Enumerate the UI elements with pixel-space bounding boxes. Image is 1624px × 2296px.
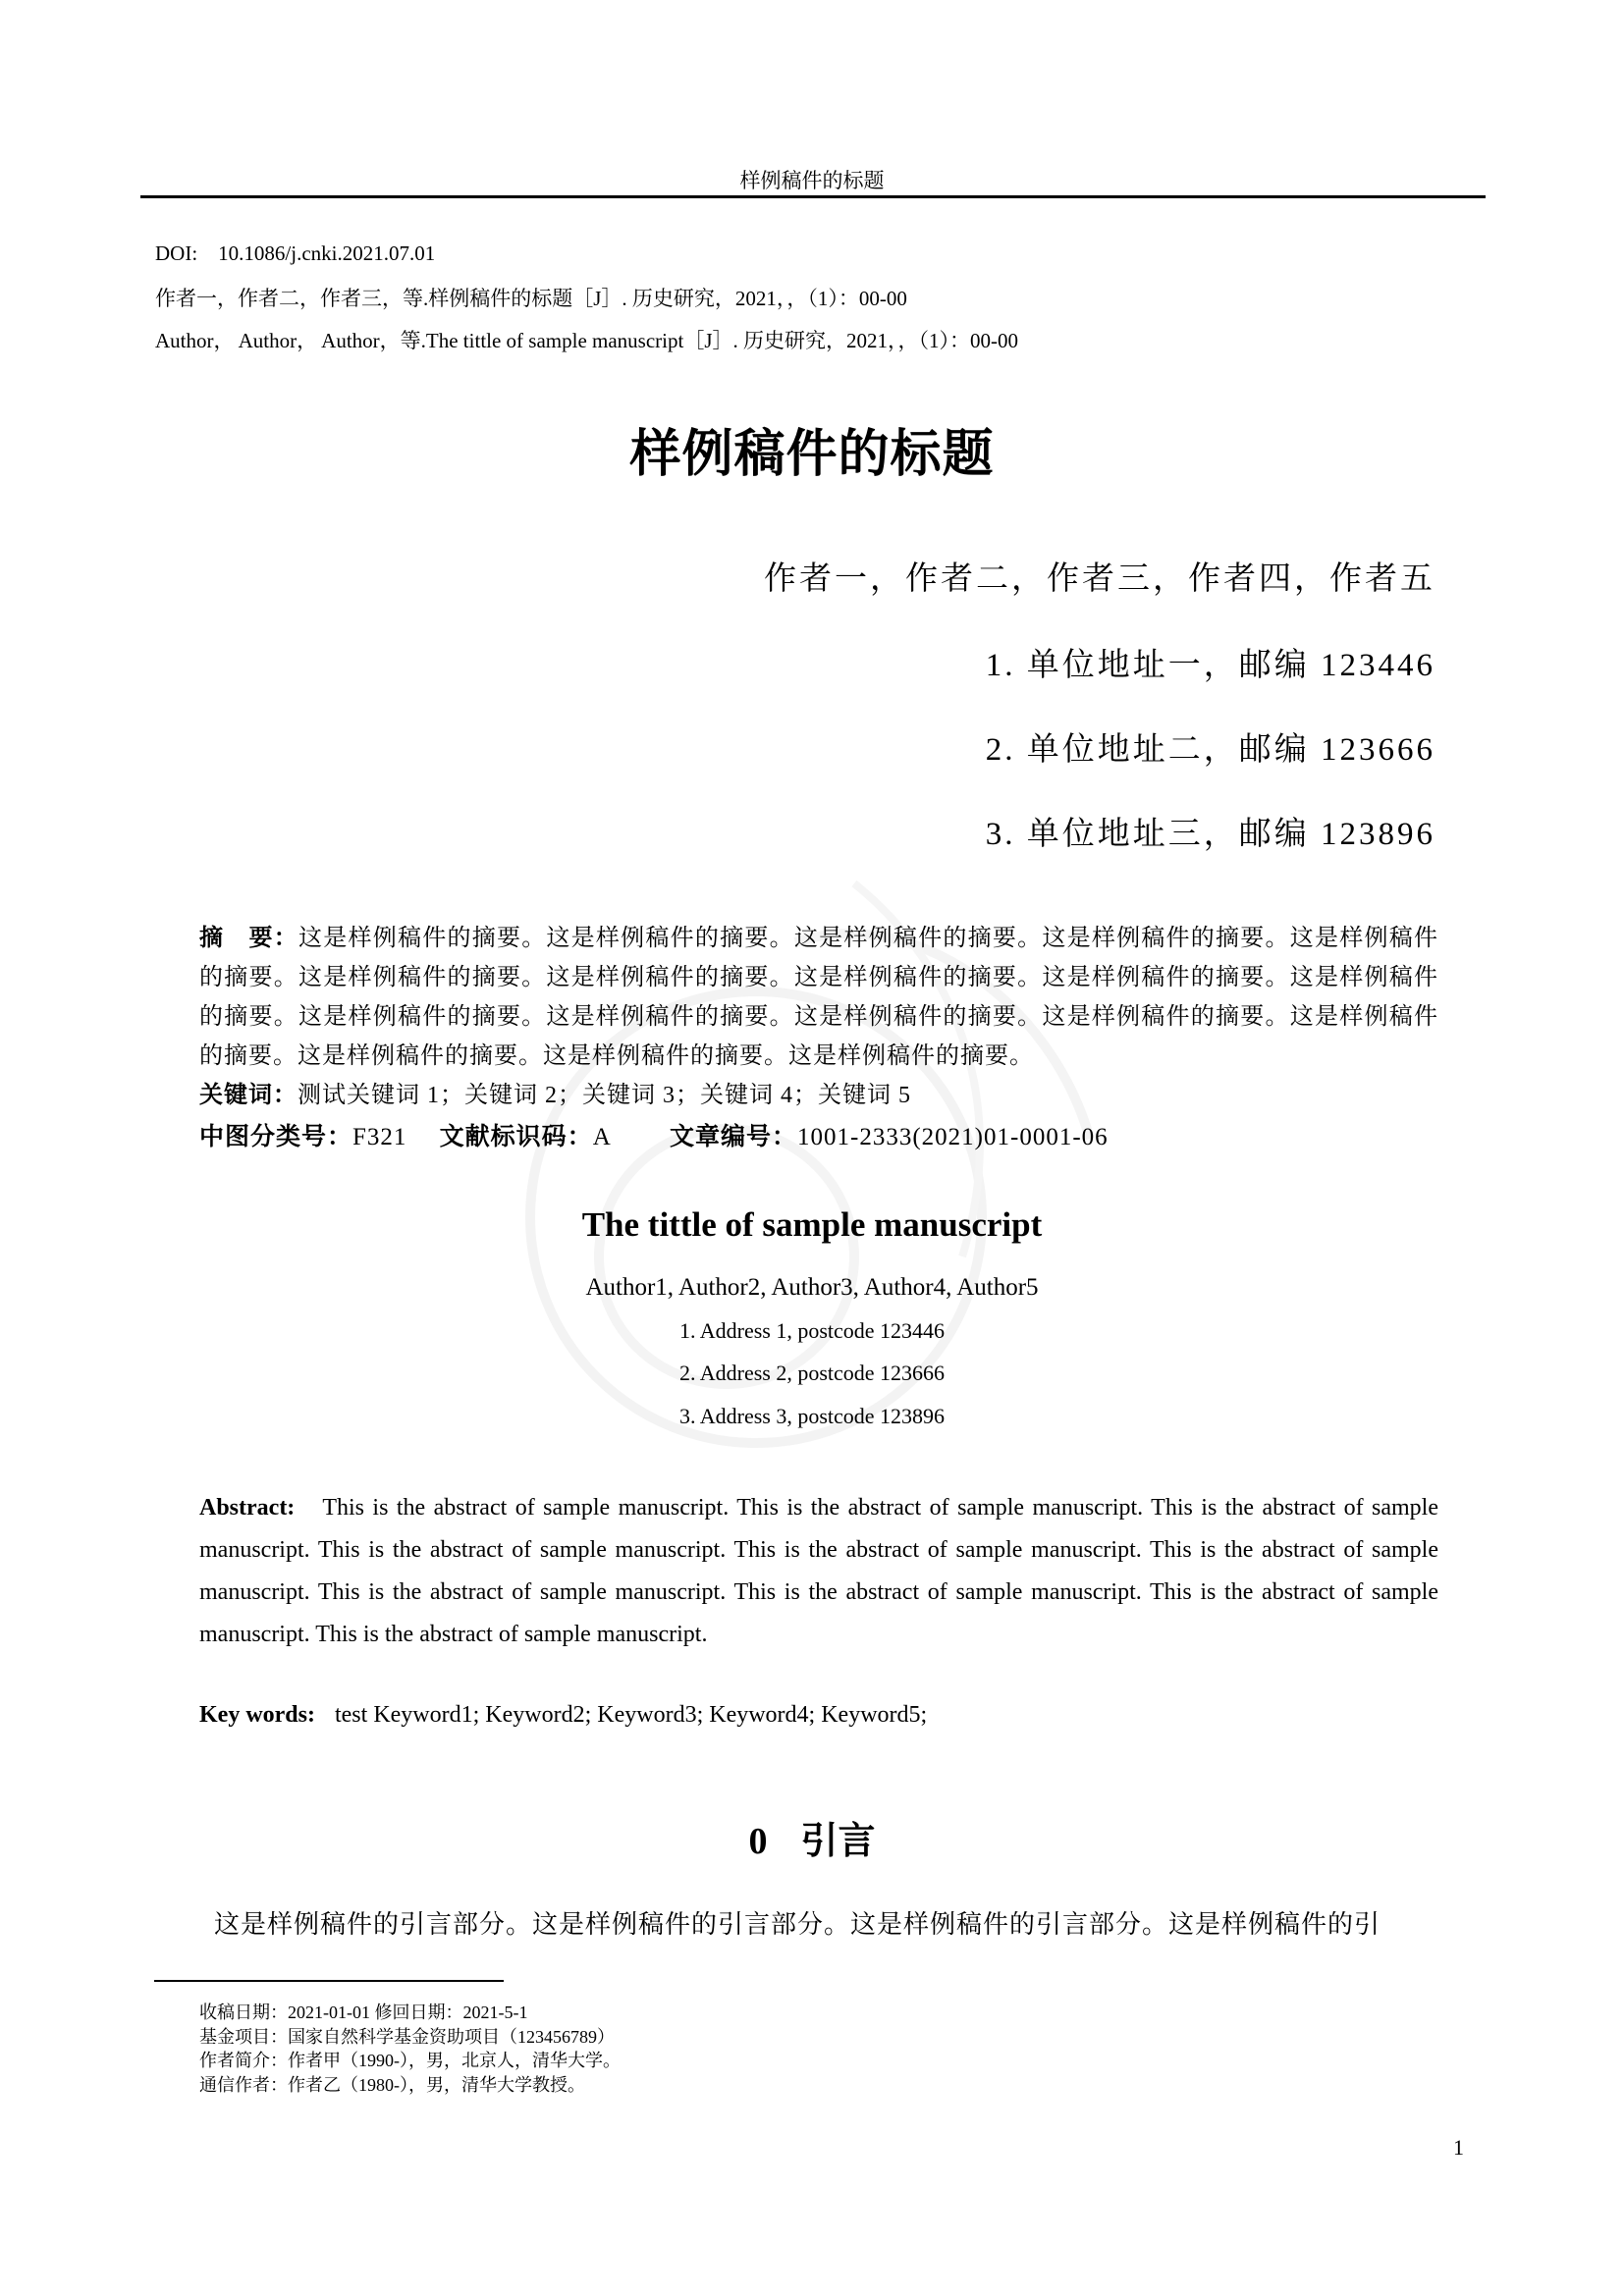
- en-abstract: [199, 1487, 1438, 1656]
- en-citation: Author， Author， Author，等.The tittle of sample manuscript［J］. 历史研究，2021，，（1）：00-00: [155, 329, 1019, 352]
- clc-value: F321: [352, 1124, 407, 1150]
- en-abstract-text: This is the abstract of sample manuscript. This is the abstract of sample manuscript. This is the abstract of sample manuscript. This is the abstract of sample manuscript. This is the abstract of sample manuscript. This is the abstract of sample manuscript. This is the abstract of sample manuscript. This is the abstract of sample manuscript. This is the abstract of sample manuscript. This is the abstract of sample manuscript.: [199, 1495, 1438, 1647]
- en-keywords-text: test Keyword1; Keyword2; Keyword3; Keyword4; Keyword5;: [334, 1702, 928, 1728]
- cn-author-list: 作者一，作者二，作者三，作者四，作者五: [764, 561, 1435, 597]
- section-body-text: 这是样例稿件的引言部分。这是样例稿件的引言部分。这是样例稿件的引言部分。这是样例稿件的引: [214, 1910, 1381, 1939]
- cn-citation: 作者一，作者二，作者三，等.样例稿件的标题［J］. 历史研究，2021，，（1）：00-00: [155, 287, 907, 310]
- doi-line: [155, 241, 435, 266]
- footnote-funding: 基金项目：国家自然科学基金资助项目（123456789）: [199, 2027, 615, 2047]
- cn-affiliation: 2. 单位地址二，邮编 123666: [985, 732, 1435, 768]
- header-rule: [140, 195, 1486, 198]
- footnote-author-bio: 作者简介：作者甲（1990-），男，北京人，清华大学。: [199, 2051, 621, 2070]
- en-author-list: Author1, Author2, Author3, Author4, Author5: [585, 1274, 1039, 1301]
- en-title: The tittle of sample manuscript: [581, 1205, 1043, 1244]
- cn-abstract-label: 摘 要：: [199, 924, 298, 951]
- doi-value[interactable]: 10.1086/j.cnki.2021.07.01: [218, 241, 436, 265]
- section-title: 引言: [800, 1819, 876, 1862]
- cn-keywords-text: 测试关键词 1；关键词 2；关键词 3；关键词 4；关键词 5: [298, 1083, 911, 1108]
- page-number: 1: [1453, 2135, 1464, 2160]
- en-keywords: [199, 1702, 927, 1729]
- article-no-value: 1001-2333(2021)01-0001-06: [797, 1124, 1109, 1150]
- running-header: 样例稿件的标题: [739, 169, 885, 192]
- cn-affiliation: 3. 单位地址三，邮编 123896: [985, 817, 1435, 852]
- en-affiliation: 3. Address 3, postcode 123896: [678, 1404, 946, 1428]
- section-number: 0: [748, 1821, 768, 1862]
- doi-label: DOI:: [155, 241, 198, 265]
- en-affiliation: 2. Address 2, postcode 123666: [678, 1361, 946, 1385]
- doc-code-value: A: [592, 1124, 612, 1150]
- footnote-rule: [154, 1980, 504, 1982]
- en-keywords-label: Key words:: [199, 1702, 315, 1728]
- cn-title: 样例稿件的标题: [629, 425, 995, 484]
- footnote-received-date: 收稿日期：2021-01-01 修回日期：2021-5-1: [199, 2002, 528, 2022]
- cn-affiliation: 1. 单位地址一，邮编 123446: [985, 648, 1435, 683]
- clc-label: 中图分类号：: [199, 1122, 353, 1150]
- footnote-corresponding-author: 通信作者：作者乙（1980-），男，清华大学教授。: [199, 2075, 585, 2095]
- en-affiliation: 1. Address 1, postcode 123446: [678, 1318, 946, 1343]
- cn-abstract-text: 这是样例稿件的摘要。这是样例稿件的摘要。这是样例稿件的摘要。这是样例稿件的摘要。这是样例稿件的摘要。这是样例稿件的摘要。这是样例稿件的摘要。这是样例稿件的摘要。这是样例稿件的摘要。这是样例稿件的摘要。这是样例稿件的摘要。这是样例稿件的摘要。这是样例稿件的摘要。这是样例稿件的摘要。这是样例稿件的摘要。这是样例稿件的摘要。这是样例稿件的摘要。这是样例稿件的摘要。: [199, 926, 1439, 1069]
- en-abstract-label: Abstract:: [199, 1495, 296, 1521]
- article-no-label: 文章编号：: [670, 1122, 798, 1150]
- cn-classification: [199, 1117, 1438, 1157]
- section-heading: [0, 1810, 1624, 1864]
- cn-keywords-label: 关键词：: [199, 1081, 298, 1108]
- cn-abstract: [199, 918, 1438, 1076]
- cn-keywords: [199, 1075, 1438, 1115]
- doc-code-label: 文献标识码：: [439, 1122, 593, 1150]
